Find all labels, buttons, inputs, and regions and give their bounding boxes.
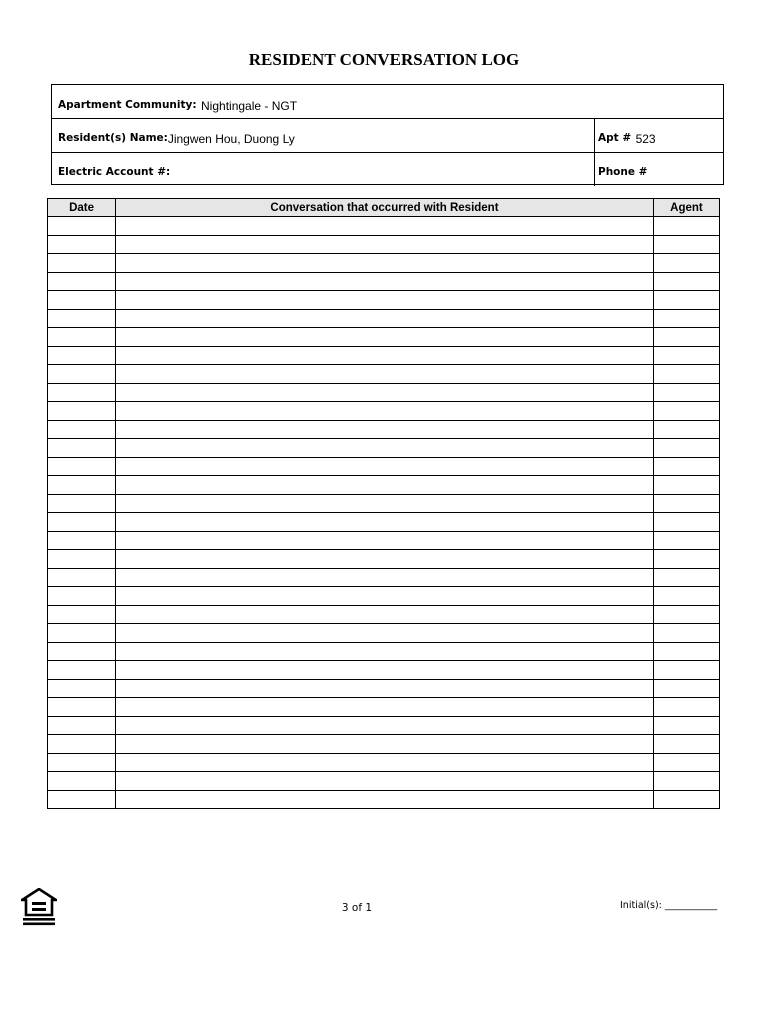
- table-row: [48, 402, 720, 421]
- agent-cell[interactable]: [653, 457, 719, 476]
- table-row: [48, 790, 720, 809]
- conversation-cell[interactable]: [116, 772, 654, 791]
- table-row: [48, 494, 720, 513]
- conversation-cell[interactable]: [116, 235, 654, 254]
- agent-cell[interactable]: [653, 568, 719, 587]
- residents-row: [52, 118, 723, 152]
- conversation-cell[interactable]: [116, 587, 654, 606]
- agent-column-header: Agent: [653, 199, 719, 217]
- table-row: [48, 753, 720, 772]
- conversation-cell[interactable]: [116, 328, 654, 347]
- conversation-cell[interactable]: [116, 550, 654, 569]
- date-cell[interactable]: [48, 402, 116, 421]
- conversation-cell[interactable]: [116, 383, 654, 402]
- table-row: [48, 476, 720, 495]
- table-row: [48, 531, 720, 550]
- date-cell[interactable]: [48, 513, 116, 532]
- agent-cell[interactable]: [653, 605, 719, 624]
- agent-cell[interactable]: [653, 365, 719, 384]
- table-row: [48, 661, 720, 680]
- apt-cell: [594, 119, 724, 152]
- date-cell[interactable]: [48, 235, 116, 254]
- agent-cell[interactable]: [653, 291, 719, 310]
- agent-cell[interactable]: [653, 772, 719, 791]
- agent-cell[interactable]: [653, 624, 719, 643]
- table-row: [48, 772, 720, 791]
- agent-cell[interactable]: [653, 328, 719, 347]
- date-cell[interactable]: [48, 531, 116, 550]
- table-row: [48, 698, 720, 717]
- table-row: [48, 439, 720, 458]
- conversation-cell[interactable]: [116, 661, 654, 680]
- community-field: [58, 95, 297, 113]
- date-cell[interactable]: [48, 439, 116, 458]
- conversation-cell[interactable]: [116, 291, 654, 310]
- conversation-cell[interactable]: [116, 531, 654, 550]
- agent-cell[interactable]: [653, 309, 719, 328]
- table-row: [48, 309, 720, 328]
- agent-cell[interactable]: [653, 550, 719, 569]
- table-row: [48, 420, 720, 439]
- conversation-cell[interactable]: [116, 513, 654, 532]
- electric-field: [58, 162, 170, 180]
- date-cell[interactable]: [48, 716, 116, 735]
- table-row: [48, 328, 720, 347]
- electric-cell: [52, 153, 594, 186]
- date-cell[interactable]: [48, 383, 116, 402]
- table-row: [48, 550, 720, 569]
- conversation-cell[interactable]: [116, 698, 654, 717]
- conversation-cell[interactable]: [116, 272, 654, 291]
- table-header-row: [48, 199, 720, 217]
- table-row: [48, 365, 720, 384]
- conversation-cell[interactable]: [116, 790, 654, 809]
- agent-cell[interactable]: [653, 235, 719, 254]
- conversation-column-header: Conversation that occurred with Resident: [116, 199, 654, 217]
- date-cell[interactable]: [48, 753, 116, 772]
- conversation-cell[interactable]: [116, 402, 654, 421]
- residents-cell: [52, 119, 594, 152]
- residents-value: Jingwen Hou, Duong Ly: [167, 132, 295, 146]
- agent-cell[interactable]: [653, 587, 719, 606]
- conversation-cell[interactable]: [116, 716, 654, 735]
- community-value: Nightingale - NGT: [201, 99, 298, 113]
- table-row: [48, 568, 720, 587]
- agent-cell[interactable]: [653, 420, 719, 439]
- date-cell[interactable]: [48, 254, 116, 273]
- date-cell[interactable]: [48, 365, 116, 384]
- agent-cell[interactable]: [653, 476, 719, 495]
- conversation-cell[interactable]: [116, 365, 654, 384]
- date-cell[interactable]: [48, 568, 116, 587]
- date-cell[interactable]: [48, 494, 116, 513]
- agent-cell[interactable]: [653, 679, 719, 698]
- date-cell[interactable]: [48, 661, 116, 680]
- agent-cell[interactable]: [653, 753, 719, 772]
- residents-field: [58, 128, 295, 146]
- date-cell[interactable]: [48, 587, 116, 606]
- agent-cell[interactable]: [653, 383, 719, 402]
- date-cell[interactable]: [48, 309, 116, 328]
- conversation-cell[interactable]: [116, 476, 654, 495]
- date-cell[interactable]: [48, 217, 116, 236]
- agent-cell[interactable]: [653, 716, 719, 735]
- log-body: [48, 217, 720, 809]
- table-row: [48, 605, 720, 624]
- conversation-cell[interactable]: [116, 735, 654, 754]
- community-row: [52, 85, 723, 118]
- agent-cell[interactable]: [653, 531, 719, 550]
- phone-label: Phone #: [598, 166, 648, 178]
- conversation-cell[interactable]: [116, 420, 654, 439]
- conversation-cell[interactable]: [116, 494, 654, 513]
- table-row: [48, 272, 720, 291]
- agent-cell[interactable]: [653, 272, 719, 291]
- date-cell[interactable]: [48, 735, 116, 754]
- table-row: [48, 457, 720, 476]
- conversation-cell[interactable]: [116, 457, 654, 476]
- date-cell[interactable]: [48, 420, 116, 439]
- conversation-cell[interactable]: [116, 217, 654, 236]
- page-number: 3 of 1: [341, 902, 373, 914]
- date-cell[interactable]: [48, 346, 116, 365]
- agent-cell[interactable]: [653, 346, 719, 365]
- apt-label: Apt #: [598, 132, 632, 144]
- electric-label: Electric Account #:: [58, 166, 171, 178]
- table-row: [48, 383, 720, 402]
- apt-field: [598, 128, 656, 146]
- table-row: [48, 217, 720, 236]
- table-row: [48, 716, 720, 735]
- resident-info-box: [51, 84, 724, 185]
- apt-value: 523: [635, 132, 656, 146]
- conversation-cell[interactable]: [116, 753, 654, 772]
- initials-line: Initial(s): ___________: [620, 900, 718, 911]
- date-cell[interactable]: [48, 550, 116, 569]
- date-cell[interactable]: [48, 642, 116, 661]
- agent-cell[interactable]: [653, 698, 719, 717]
- conversation-cell[interactable]: [116, 679, 654, 698]
- agent-cell[interactable]: [653, 439, 719, 458]
- table-row: [48, 735, 720, 754]
- table-row: [48, 254, 720, 273]
- page-title: RESIDENT CONVERSATION LOG: [248, 50, 520, 69]
- date-cell[interactable]: [48, 457, 116, 476]
- phone-field: [598, 162, 647, 180]
- date-cell[interactable]: [48, 772, 116, 791]
- date-cell[interactable]: [48, 291, 116, 310]
- table-row: [48, 679, 720, 698]
- conversation-cell[interactable]: [116, 568, 654, 587]
- date-cell[interactable]: [48, 272, 116, 291]
- table-row: [48, 291, 720, 310]
- agent-cell[interactable]: [653, 735, 719, 754]
- date-cell[interactable]: [48, 605, 116, 624]
- table-row: [48, 587, 720, 606]
- electric-row: [52, 152, 723, 186]
- date-cell[interactable]: [48, 328, 116, 347]
- agent-cell[interactable]: [653, 790, 719, 809]
- agent-cell[interactable]: [653, 494, 719, 513]
- date-cell[interactable]: [48, 790, 116, 809]
- residents-label: Resident(s) Name:: [58, 132, 168, 144]
- agent-cell[interactable]: [653, 402, 719, 421]
- conversation-cell[interactable]: [116, 624, 654, 643]
- table-row: [48, 642, 720, 661]
- conversation-cell[interactable]: [116, 605, 654, 624]
- table-row: [48, 235, 720, 254]
- conversation-cell[interactable]: [116, 254, 654, 273]
- date-cell[interactable]: [48, 624, 116, 643]
- conversation-cell[interactable]: [116, 642, 654, 661]
- table-row: [48, 346, 720, 365]
- table-row: [48, 513, 720, 532]
- date-cell[interactable]: [48, 476, 116, 495]
- conversation-cell[interactable]: [116, 346, 654, 365]
- conversation-cell[interactable]: [116, 439, 654, 458]
- phone-cell: [594, 153, 724, 186]
- agent-cell[interactable]: [653, 513, 719, 532]
- date-cell[interactable]: [48, 698, 116, 717]
- agent-cell[interactable]: [653, 254, 719, 273]
- agent-cell[interactable]: [653, 217, 719, 236]
- conversation-log-table: [47, 198, 720, 809]
- agent-cell[interactable]: [653, 661, 719, 680]
- community-label: Apartment Community:: [58, 99, 197, 111]
- table-row: [48, 624, 720, 643]
- conversation-cell[interactable]: [116, 309, 654, 328]
- date-cell[interactable]: [48, 679, 116, 698]
- date-column-header: Date: [48, 199, 116, 217]
- agent-cell[interactable]: [653, 642, 719, 661]
